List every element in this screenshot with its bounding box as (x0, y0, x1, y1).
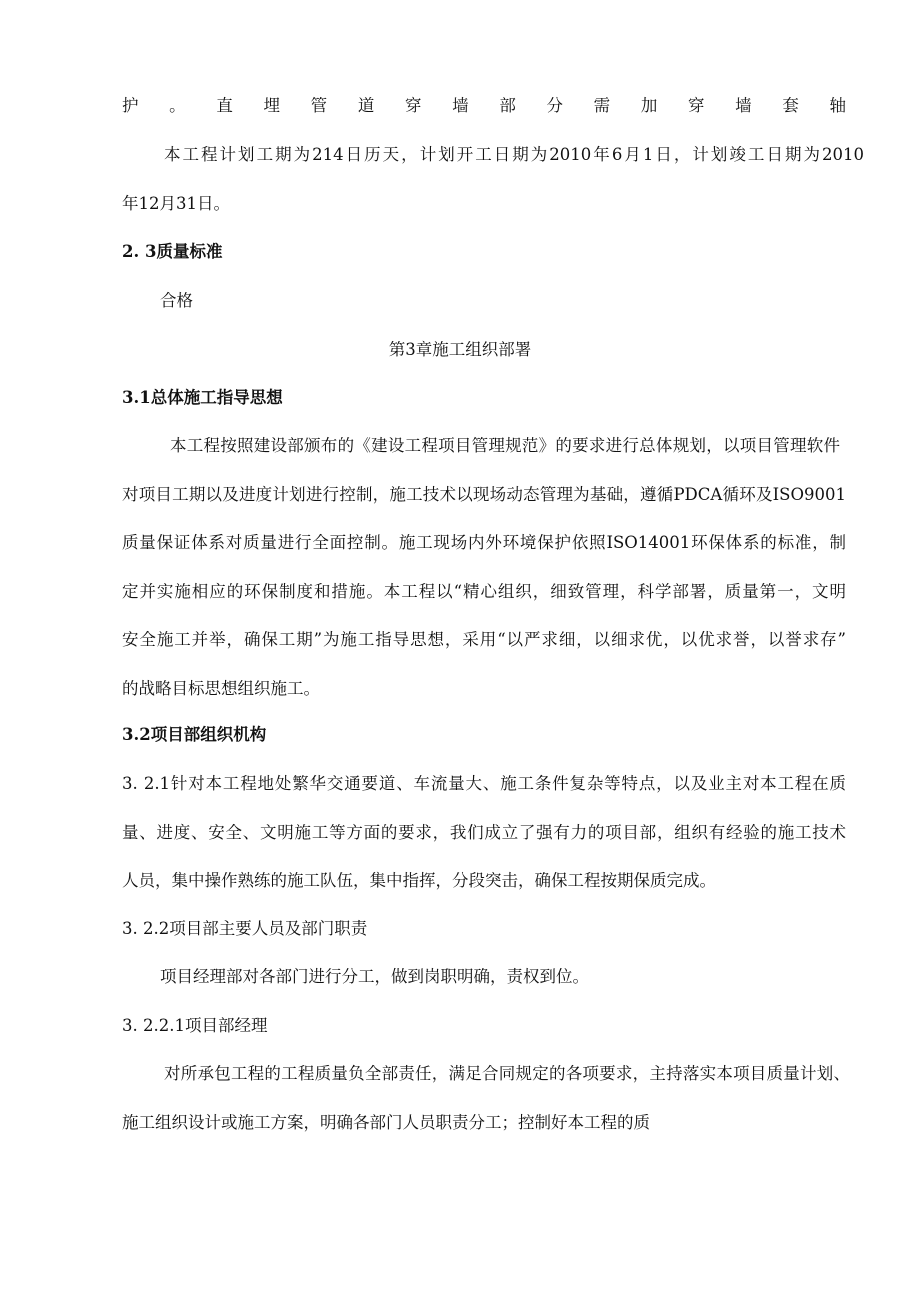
text-line: 本工程计划工期为214日历天，计划开工日期为2010年6月1日，计划竣工日期为2010 (164, 145, 864, 164)
text-line: 对所承包工程的工程质量负全部责任，满足合同规定的各项要求，主持落实本项目质量计划、 (164, 1064, 850, 1083)
text-line: 3. 2.1针对本工程地处繁华交通要道、车流量大、施工条件复杂等特点，以及业主对本工程在质 (122, 774, 846, 793)
text-line: 的战略目标思想组织施工。 (122, 679, 320, 698)
text-line: 安全施工并举，确保工期”为施工指导思想，采用“以严求细，以细求优，以优求誉，以誉求存” (122, 630, 846, 649)
text-line: 对项目工期以及进度计划进行控制，施工技术以现场动态管理为基础，遵循PDCA循环及ISO9001 (122, 485, 846, 504)
text-line: 人员，集中操作熟练的施工队伍，集中指挥，分段突击，确保工程按期保质完成。 (122, 871, 716, 890)
text-line: 年12月31日。 (122, 194, 230, 213)
section-heading: 3.1总体施工指导思想 (122, 388, 283, 407)
text-line: 施工组织设计或施工方案，明确各部门人员职责分工；控制好本工程的质 (122, 1113, 650, 1132)
chapter-title: 第3章施工组织部署 (388, 340, 532, 359)
text-line: 项目经理部对各部门进行分工，做到岗职明确，责权到位。 (160, 967, 589, 986)
subsection-heading: 3. 2.2项目部主要人员及部门职责 (122, 919, 368, 938)
section-heading: 2. 3质量标准 (122, 242, 223, 261)
text-line: 合格 (160, 291, 193, 310)
text-line: 定并实施相应的环保制度和措施。本工程以“精心组织，细致管理，科学部署，质量第一，文明 (122, 582, 846, 601)
subsection-heading: 3. 2.2.1项目部经理 (122, 1016, 268, 1035)
text-line: 本工程按照建设部颁布的《建设工程项目管理规范》的要求进行总体规划，以项目管理软件 (170, 436, 840, 455)
text-line: 量、进度、安全、文明施工等方面的要求，我们成立了强有力的项目部，组织有经验的施工技术 (122, 823, 846, 842)
section-heading: 3.2项目部组织机构 (122, 725, 267, 744)
text-line: 护 。 直 埋 管 道 穿 墙 部 分 需 加 穿 墙 套 轴 (122, 96, 846, 115)
text-line: 质量保证体系对质量进行全面控制。施工现场内外环境保护依照ISO14001环保体系的标准，制 (122, 533, 846, 552)
